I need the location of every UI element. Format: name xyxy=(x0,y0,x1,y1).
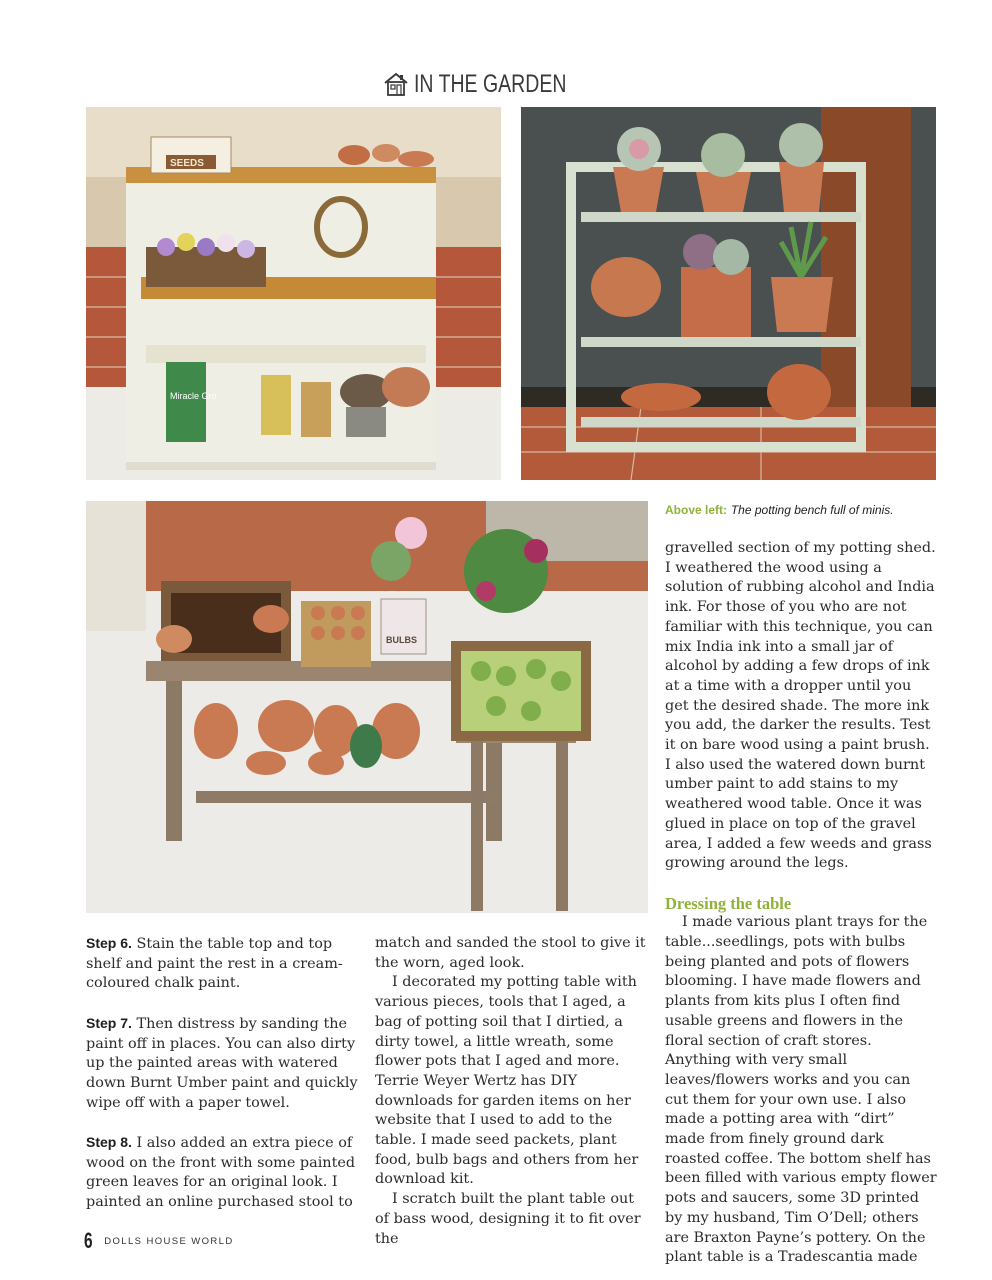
magazine-name: DOLLS HOUSE WORLD xyxy=(104,1235,234,1247)
caption-text: The potting bench full of minis. xyxy=(730,503,894,517)
subheading: Dressing the table xyxy=(665,893,792,913)
step-7-paragraph xyxy=(86,1014,358,1114)
potting-bench-photo xyxy=(86,107,501,480)
page-number: 6 xyxy=(84,1228,93,1253)
step-8-label: Step 8. xyxy=(86,1134,132,1150)
paragraph: I decorated my potting table with various pieces, tools that I aged, a bag of potting soil that I dirtied, a dirty towel, a little wreath, some flower pots that I aged and more. Terrie Weyer Wertz has DIY downloads for garden items on her website that I used to add to the table. I made seed packets, plant food, bulb bags and others from her download kit. xyxy=(375,974,639,1188)
miracle-gro-label: Miracle Gro xyxy=(170,391,217,401)
step-8-text: I also added an extra piece of wood on the front with some painted green leaves for an original look. I painted an online purchased stool to xyxy=(86,1135,356,1211)
paragraph: match and sanded the stool to give it the worn, aged look. xyxy=(375,935,646,971)
caption-lead: Above left: xyxy=(665,503,728,517)
text-column-2 xyxy=(375,934,647,1249)
paragraph: I made various plant trays for the table...seedlings, pots with bulbs being planted and pots of flowers blooming. I have made flowers and plants from kits plus I often find usable greens and flowers in the floral section of craft stores. Anything with very small leaves/flowers works and you can cut them for your own use. I also made a potting area with “dirt” made from finely ground dark roasted coffee. The bottom shelf has been filled with various empty flower pots and saucers, some 3D printed by my husband, Tim O’Dell; others are Braxton Payne’s pottery. On the plant table is a Tradescantia made xyxy=(665,914,937,1266)
section-title: IN THE GARDEN xyxy=(414,69,567,98)
step-6-label: Step 6. xyxy=(86,935,132,951)
step-6-text: Stain the table top and top shelf and paint the rest in a cream-coloured chalk paint. xyxy=(86,936,343,992)
house-icon xyxy=(382,70,410,98)
page-footer xyxy=(84,1228,234,1254)
text-column-1 xyxy=(86,934,358,1213)
paragraph: gravelled section of my potting shed. I weathered the wood using a solution of rubbing alcohol and India ink. For those of you who are not familiar with this technique, you can mix India ink into a small jar of alcohol by adding a few drops of ink at a time with a dropper until you get the desired shade. The more ink you add, the darker the results. Test it on bare wood using a paint brush. I also used the watered down burnt umber paint to add stains to my weathered wood table. Once it was glued in place on top of the gravel area, I added a few weeds and grass growing around the legs. xyxy=(665,540,936,872)
paragraph: I scratch built the plant table out of bass wood, designing it to fit over the xyxy=(375,1191,641,1247)
step-8-paragraph xyxy=(86,1133,358,1213)
step-7-label: Step 7. xyxy=(86,1014,132,1031)
section-header xyxy=(0,66,992,102)
step-6-paragraph xyxy=(86,934,358,994)
bulbs-label: BULBS xyxy=(386,635,417,645)
text-column-3 xyxy=(665,539,937,1268)
step-7-text: Then distress by sanding the paint off in places. You can also dirty up the painted areas with watered down Burnt Umber paint and quickly wipe off with a paper towel. xyxy=(86,1015,358,1111)
seeds-label: SEEDS xyxy=(170,158,204,169)
plant-table-photo xyxy=(86,501,648,913)
photo-caption xyxy=(665,502,940,518)
succulent-shelf-photo xyxy=(521,107,936,480)
